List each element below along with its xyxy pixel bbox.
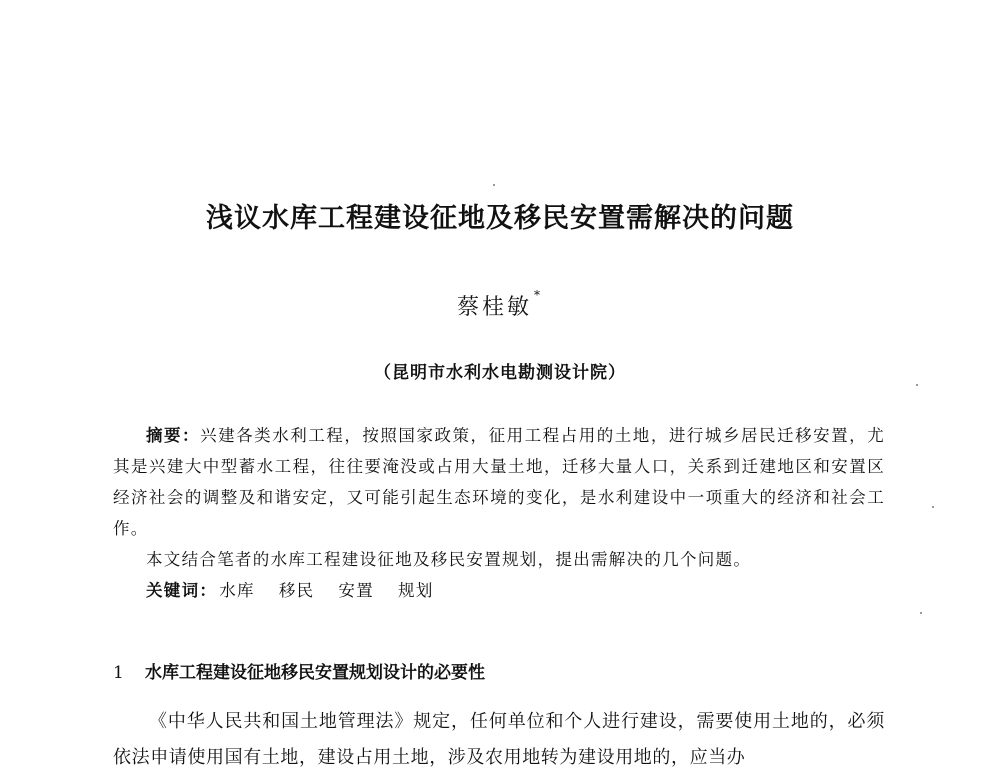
body-paragraph xyxy=(113,704,885,776)
abstract-text: 兴建各类水利工程，按照国家政策，征用工程占用的土地，进行城乡居民迁移安置，尤其是兴建大中型蓄水工程，往往要淹没或占用大量土地，迁移大量人口，关系到迁建地区和安置区经济社会的调整及和谐安定，又可能引起生态环境的变化，是水利建设中一项重大的经济和社会工作。 xyxy=(113,426,885,538)
author-footnote-mark: * xyxy=(534,288,543,302)
abstract-label: 摘要： xyxy=(146,426,201,445)
abstract-paragraph xyxy=(113,420,885,544)
section-number: 1 xyxy=(113,663,124,683)
abstract-paragraph-2: 本文结合笔者的水库工程建设征地及移民安置规划，提出需解决的几个问题。 xyxy=(146,550,752,569)
author-line xyxy=(0,290,1000,321)
keyword: 移民 xyxy=(278,581,315,600)
paper-title: 浅议水库工程建设征地及移民安置需解决的问题 xyxy=(206,203,794,234)
abstract-block xyxy=(113,420,885,606)
keywords-line xyxy=(113,575,885,606)
keyword: 安置 xyxy=(338,581,375,600)
body-line: 《中华人民共和国土地管理法》规定，任何单位和个人进行建设，需要使用土地 xyxy=(149,711,810,732)
author-name: 蔡桂敏 xyxy=(456,295,532,320)
section-title: 水库工程建设征地移民安置规划设计的必要性 xyxy=(145,663,485,683)
keywords-label: 关键词： xyxy=(146,581,218,600)
body-line: 的，必须依法申请使用国有土地，建设占用土地，涉及农用地转为建设用地的，应当办 xyxy=(113,711,886,768)
scan-speck xyxy=(493,184,495,186)
scan-speck xyxy=(920,612,922,614)
scan-speck xyxy=(916,384,918,386)
keyword: 规划 xyxy=(398,581,434,600)
section-heading xyxy=(113,658,485,683)
scan-speck xyxy=(932,506,934,508)
affiliation: （昆明市水利水电勘测设计院） xyxy=(374,363,626,383)
keyword: 水库 xyxy=(219,581,255,600)
section-body xyxy=(113,704,885,776)
